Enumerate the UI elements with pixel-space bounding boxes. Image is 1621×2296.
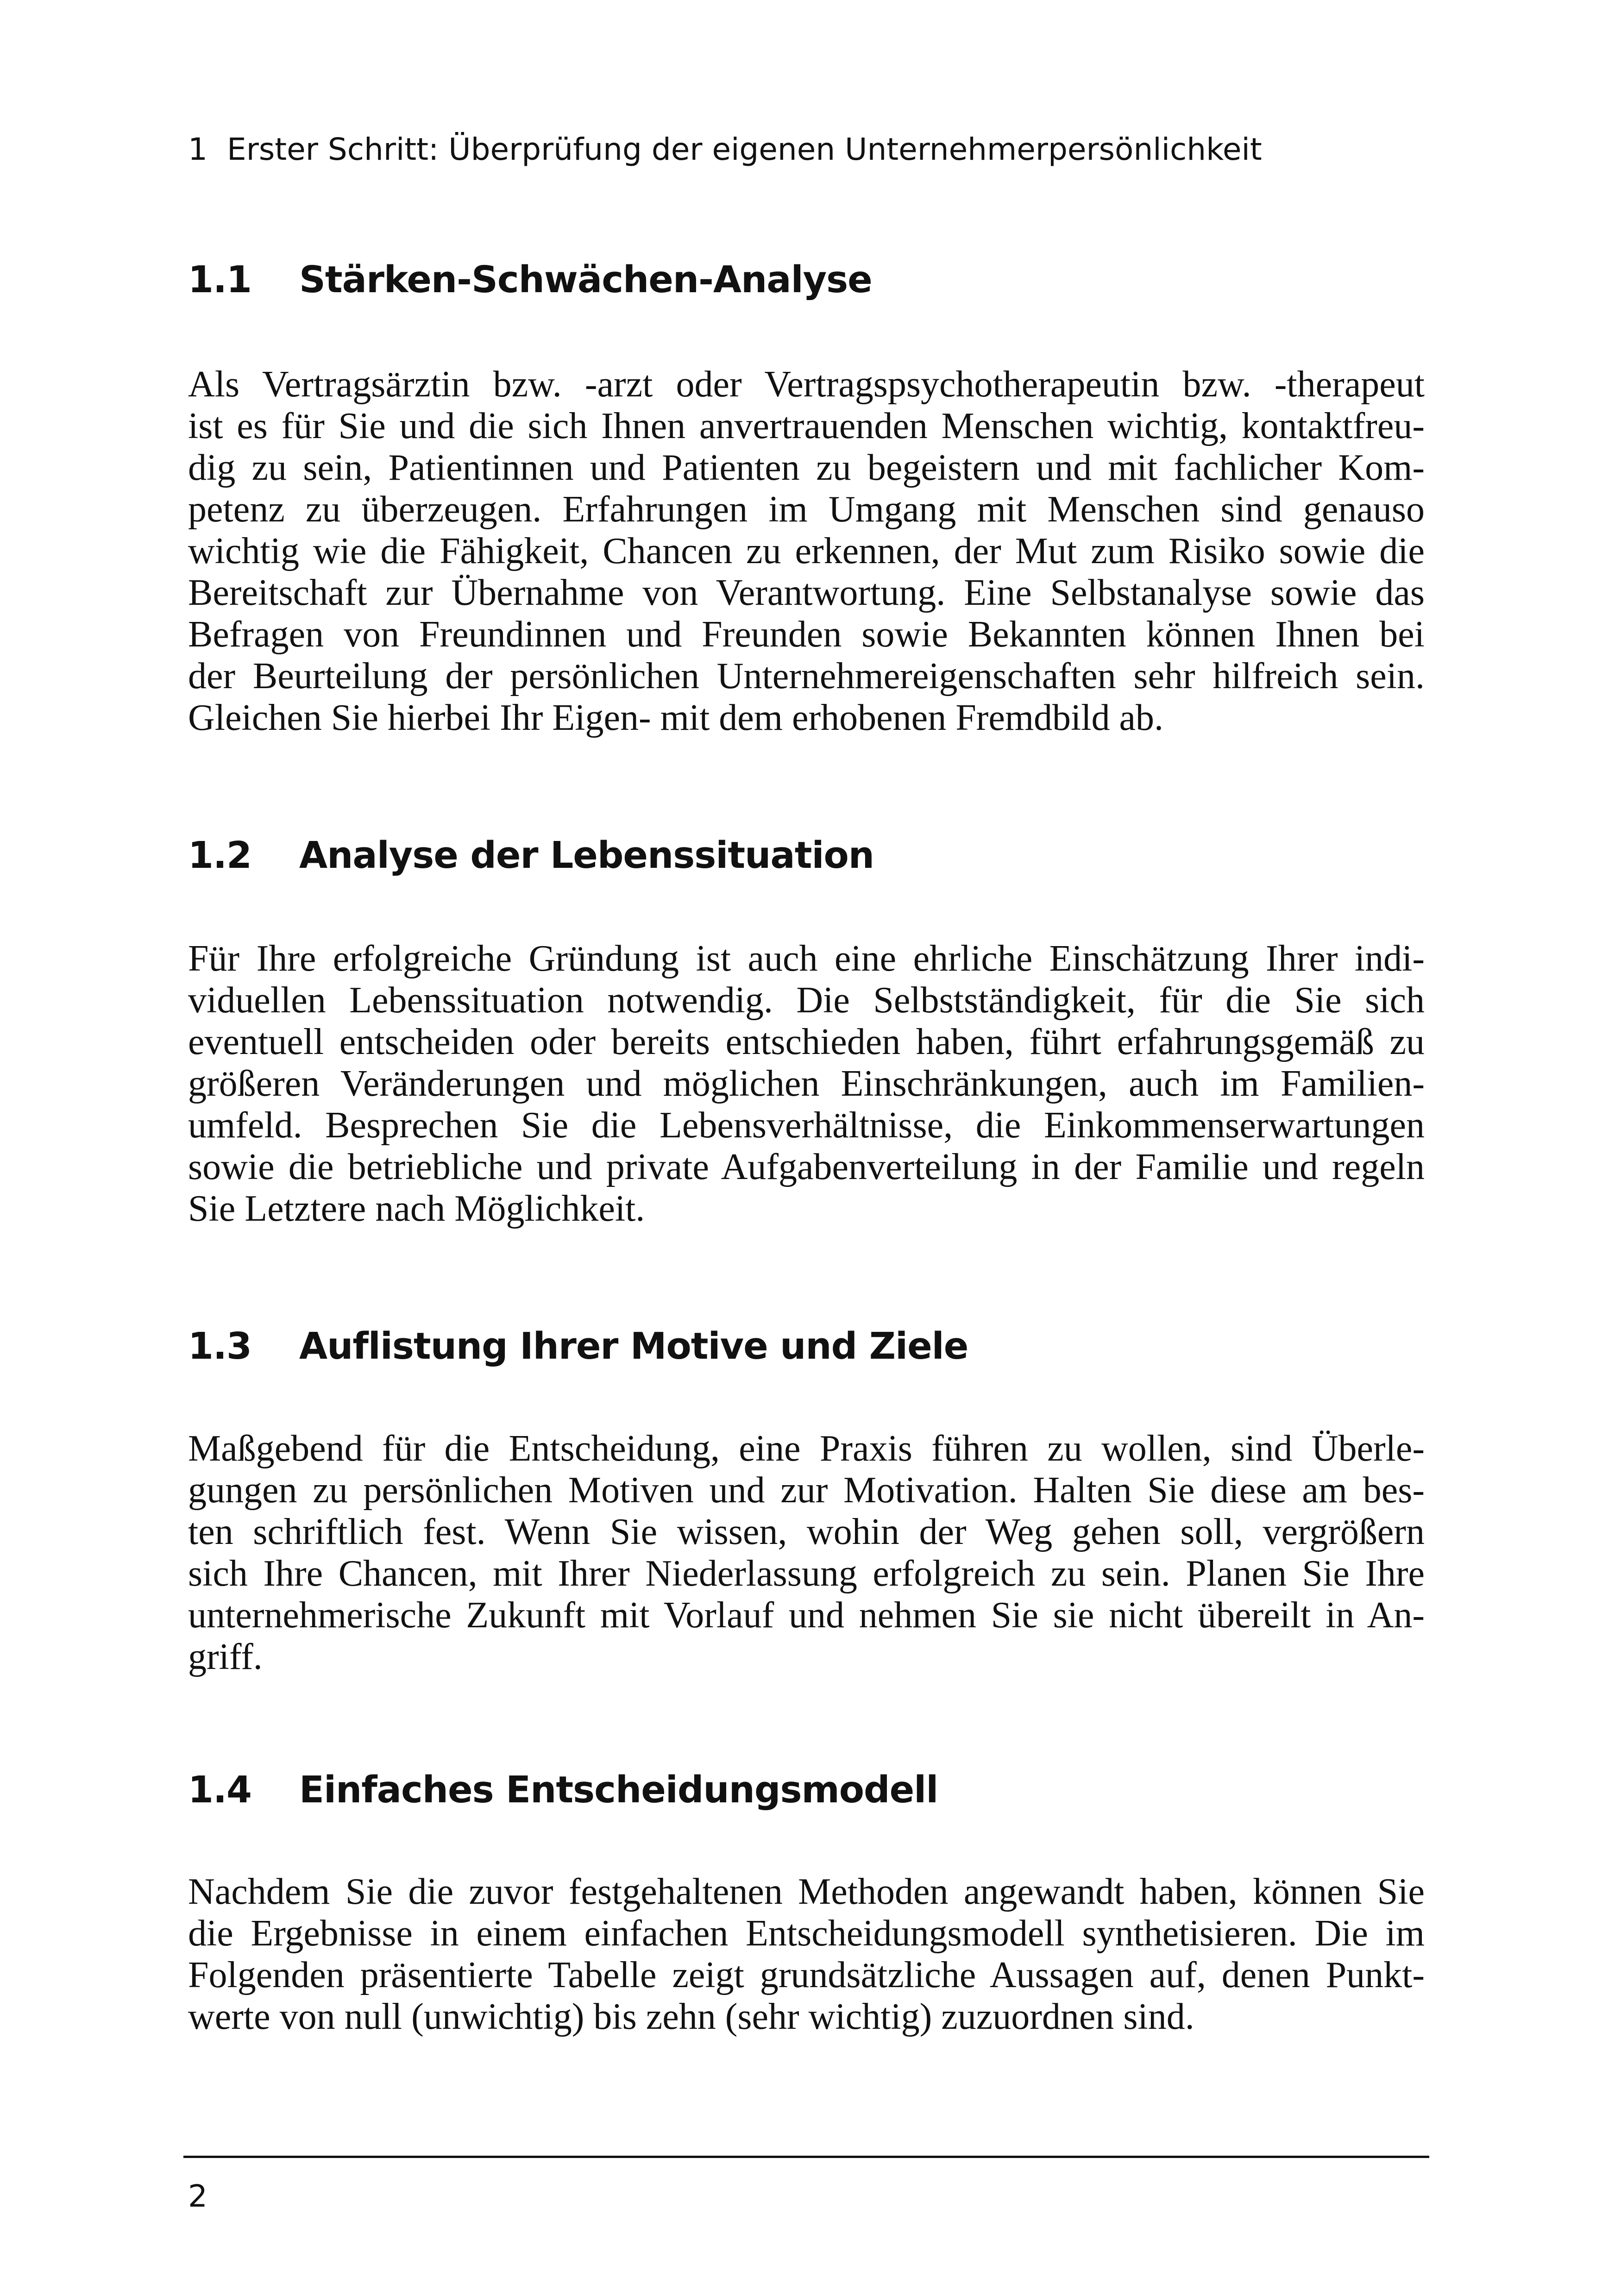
paragraph-line: Als Vertragsärztin bzw. -arzt oder Vertragspsychotherapeutin bzw. -therapeut bbox=[188, 364, 1425, 405]
paragraph-line: umfeld. Besprechen Sie die Lebensverhältnisse, die Einkommenserwartungen bbox=[188, 1105, 1425, 1146]
paragraph-line: Für Ihre erfolgreiche Gründung ist auch eine ehrliche Einschätzung Ihrer indi- bbox=[188, 938, 1425, 979]
section-heading bbox=[188, 834, 874, 877]
section-title: Einfaches Entscheidungsmodell bbox=[299, 1769, 938, 1811]
section-number: 1.2 bbox=[188, 834, 251, 877]
paragraph-line: Bereitschaft zur Übernahme von Verantwortung. Eine Selbstanalyse sowie das bbox=[188, 572, 1425, 613]
page-number: 2 bbox=[188, 2178, 207, 2214]
paragraph-line: unternehmerische Zukunft mit Vorlauf und nehmen Sie sie nicht übereilt in An- bbox=[188, 1595, 1425, 1636]
paragraph-line: Sie Letztere nach Möglichkeit. bbox=[188, 1188, 645, 1229]
paragraph-line: Gleichen Sie hierbei Ihr Eigen- mit dem erhobenen Fremdbild ab. bbox=[188, 697, 1164, 738]
paragraph-line: Befragen von Freundinnen und Freunden sowie Bekannten können Ihnen bei bbox=[188, 614, 1425, 655]
paragraph-line: die Ergebnisse in einem einfachen Entscheidungsmodell synthetisieren. Die im bbox=[188, 1913, 1425, 1954]
paragraph-line: Nachdem Sie die zuvor festgehaltenen Methoden angewandt haben, können Sie bbox=[188, 1871, 1425, 1912]
section-title: Analyse der Lebenssituation bbox=[299, 834, 874, 877]
section-heading bbox=[188, 258, 872, 301]
section-heading bbox=[188, 1325, 968, 1368]
paragraph-line: wichtig wie die Fähigkeit, Chancen zu erkennen, der Mut zum Risiko sowie die bbox=[188, 531, 1425, 571]
running-header bbox=[188, 134, 1262, 165]
paragraph-line: griff. bbox=[188, 1637, 263, 1677]
chapter-number: 1 bbox=[188, 132, 207, 167]
section-title: Stärken-Schwächen-Analyse bbox=[299, 258, 872, 301]
chapter-title: Erster Schritt: Überprüfung der eigenen Unternehmerpersönlichkeit bbox=[227, 132, 1262, 167]
paragraph-line: werte von null (unwichtig) bis zehn (sehr wichtig) zuzuordnen sind. bbox=[188, 1996, 1194, 2037]
section-number: 1.1 bbox=[188, 258, 251, 301]
paragraph-line: eventuell entscheiden oder bereits entschieden haben, führt erfahrungsgemäß zu bbox=[188, 1022, 1425, 1062]
section-number: 1.3 bbox=[188, 1325, 251, 1368]
paragraph-line: Folgenden präsentierte Tabelle zeigt grundsätzliche Aussagen auf, denen Punkt- bbox=[188, 1955, 1425, 1995]
paragraph-line: ist es für Sie und die sich Ihnen anvertrauenden Menschen wichtig, kontaktfreu- bbox=[188, 406, 1425, 446]
section-number: 1.4 bbox=[188, 1769, 251, 1811]
paragraph-line: Maßgebend für die Entscheidung, eine Praxis führen zu wollen, sind Überle- bbox=[188, 1428, 1425, 1469]
paragraph-line: der Beurteilung der persönlichen Unternehmereigenschaften sehr hilfreich sein. bbox=[188, 656, 1425, 696]
paragraph-line: sich Ihre Chancen, mit Ihrer Niederlassung erfolgreich zu sein. Planen Sie Ihre bbox=[188, 1553, 1425, 1594]
section-title: Auflistung Ihrer Motive und Ziele bbox=[299, 1325, 968, 1368]
paragraph-line: gungen zu persönlichen Motiven und zur Motivation. Halten Sie diese am bes- bbox=[188, 1470, 1425, 1511]
paragraph-line: sowie die betriebliche und private Aufgabenverteilung in der Familie und regeln bbox=[188, 1147, 1425, 1187]
section-heading bbox=[188, 1769, 938, 1811]
paragraph-line: petenz zu überzeugen. Erfahrungen im Umgang mit Menschen sind genauso bbox=[188, 489, 1425, 530]
paragraph-line: ten schriftlich fest. Wenn Sie wissen, wohin der Weg gehen soll, vergrößern bbox=[188, 1512, 1425, 1552]
paragraph-line: viduellen Lebenssituation notwendig. Die Selbstständigkeit, für die Sie sich bbox=[188, 980, 1425, 1021]
paragraph-line: größeren Veränderungen und möglichen Einschränkungen, auch im Familien- bbox=[188, 1063, 1425, 1104]
paragraph-line: dig zu sein, Patientinnen und Patienten zu begeistern und mit fachlicher Kom- bbox=[188, 447, 1425, 488]
footer-divider bbox=[183, 2156, 1429, 2158]
